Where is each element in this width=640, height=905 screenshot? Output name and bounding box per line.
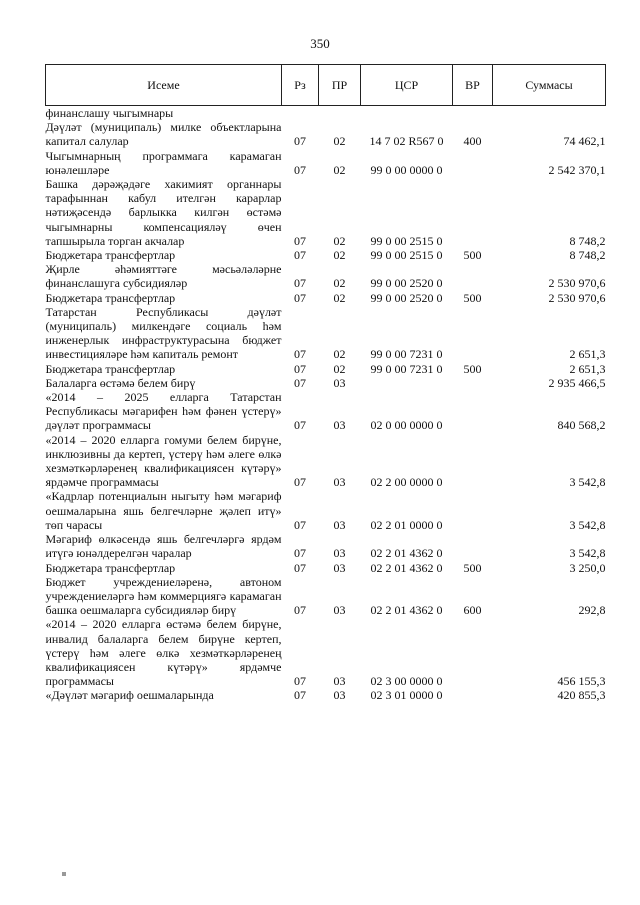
row-name: Башка дәрәҗәдәге хакимият органнары тарафыннан кабул ителгән карарлар нәтиҗәсендә барлыкка килгән өстәмә чыгымнарны компенсацияләү өчен тапшырыла торган акчалар bbox=[45, 177, 282, 248]
table-row bbox=[46, 291, 606, 305]
row-csr: 02 0 00 0000 0 bbox=[370, 418, 443, 433]
table-row bbox=[46, 617, 606, 688]
row-vr bbox=[453, 149, 493, 177]
row-rz: 07 bbox=[294, 233, 306, 248]
row-csr bbox=[361, 106, 453, 121]
row-name: «2014 – 2020 елларга гомуми белем бирүне, инклюзивны да кертеп, үстерү һәм әлеге өлкә хезмәткәрләренең квалификациясен күтәрү» ярдәмче программасы bbox=[45, 432, 282, 490]
row-name: Бюджетара трансфертлар bbox=[45, 248, 176, 263]
table-row bbox=[46, 688, 606, 702]
row-rz: 07 bbox=[294, 688, 306, 703]
row-name: финанслашу чыгымнары bbox=[45, 106, 174, 120]
row-name: Балаларга өстәмә белем бирү bbox=[45, 375, 196, 390]
row-vr bbox=[453, 617, 493, 688]
row-vr bbox=[453, 489, 493, 532]
row-sum: 2 651,3 bbox=[569, 347, 606, 362]
row-vr bbox=[453, 305, 493, 362]
row-csr: 02 2 01 4362 0 bbox=[370, 603, 443, 618]
table-row bbox=[46, 376, 606, 390]
row-rz: 07 bbox=[294, 290, 306, 305]
header-csr: ЦСР bbox=[361, 65, 453, 106]
row-sum: 840 568,2 bbox=[557, 418, 606, 433]
table-row bbox=[46, 248, 606, 262]
row-pr: 03 bbox=[333, 418, 346, 433]
row-rz: 07 bbox=[294, 134, 306, 149]
row-vr bbox=[453, 376, 493, 390]
row-sum: 2 530 970,6 bbox=[548, 290, 606, 305]
row-sum: 2 542 370,1 bbox=[548, 162, 606, 177]
header-pr: ПР bbox=[319, 65, 361, 106]
row-rz: 07 bbox=[294, 162, 306, 177]
row-sum: 74 462,1 bbox=[563, 134, 606, 149]
row-name: «Дәүләт мәгариф оешмаларында bbox=[45, 688, 214, 703]
row-vr: 500 bbox=[463, 290, 482, 305]
row-rz: 07 bbox=[294, 475, 306, 490]
table-row bbox=[46, 532, 606, 560]
table-row bbox=[46, 489, 606, 532]
row-pr: 03 bbox=[333, 603, 346, 618]
row-csr bbox=[361, 376, 453, 390]
row-csr: 99 0 00 2515 0 bbox=[370, 233, 443, 248]
row-rz: 07 bbox=[294, 546, 306, 561]
row-sum: 3 542,8 bbox=[569, 546, 606, 561]
row-pr: 02 bbox=[333, 248, 346, 263]
row-pr: 03 bbox=[333, 475, 346, 490]
row-csr: 99 0 00 0000 0 bbox=[370, 162, 443, 177]
row-pr: 03 bbox=[333, 546, 346, 561]
row-vr bbox=[453, 106, 493, 121]
table-header bbox=[46, 65, 606, 106]
row-sum bbox=[493, 106, 606, 121]
row-pr: 03 bbox=[333, 517, 346, 532]
row-vr: 500 bbox=[463, 560, 482, 575]
table-row bbox=[46, 575, 606, 618]
row-name: «Кадрлар потенциалын ныгыту һәм мәгариф оешмаларына яшь белгечләрне җәлеп итү» төп чарасы bbox=[45, 489, 282, 532]
row-name: Бюджетара трансфертлар bbox=[45, 560, 176, 575]
row-csr: 02 2 01 0000 0 bbox=[370, 517, 443, 532]
row-pr: 02 bbox=[333, 361, 346, 376]
row-rz: 07 bbox=[294, 276, 306, 291]
row-sum: 2 935 466,5 bbox=[548, 375, 606, 390]
row-sum: 8 748,2 bbox=[569, 248, 606, 263]
row-sum: 292,8 bbox=[578, 603, 606, 618]
row-csr: 02 2 00 0000 0 bbox=[370, 475, 443, 490]
row-vr bbox=[453, 532, 493, 560]
page-number: 350 bbox=[310, 36, 330, 51]
scan-speck bbox=[62, 872, 66, 876]
row-name: Бюджетара трансфертлар bbox=[45, 361, 176, 376]
row-name: Татарстан Республикасы дәүләт (муниципаль) милкендәге социаль һәм инженерлык инфраструктурасына бюджет инвестицияләре һәм капиталь ремонт bbox=[45, 304, 282, 362]
row-rz: 07 bbox=[294, 361, 306, 376]
table-row bbox=[46, 305, 606, 362]
row-csr: 99 0 00 2520 0 bbox=[370, 276, 443, 291]
row-sum: 3 250,0 bbox=[569, 560, 606, 575]
row-name: «2014 – 2020 елларга өстәмә белем бирүне, инвалид балаларга белем бирүне кертеп, үстерү һәм әлеге өлкә хезмәткәрләренең квалификациясен күтәрү» ярдәмче программасы bbox=[45, 617, 282, 689]
row-vr: 400 bbox=[463, 134, 482, 149]
table-row bbox=[46, 120, 606, 148]
row-rz bbox=[282, 106, 319, 121]
row-rz: 07 bbox=[294, 560, 306, 575]
row-sum: 456 155,3 bbox=[557, 674, 606, 689]
row-name: Бюджет учреждениеләренә, автоном учреждениеләргә һәм коммерциягә карамаган башка оешмаларга субсидияләр бирү bbox=[45, 574, 282, 618]
table-body bbox=[46, 106, 606, 703]
row-csr: 99 0 00 2520 0 bbox=[370, 290, 443, 305]
header-name: Исеме bbox=[46, 65, 282, 106]
row-rz: 07 bbox=[294, 674, 306, 689]
table-row bbox=[46, 362, 606, 376]
row-pr: 03 bbox=[333, 688, 346, 703]
row-name: Бюджетара трансфертлар bbox=[45, 290, 176, 305]
row-csr: 99 0 00 7231 0 bbox=[370, 347, 443, 362]
row-pr: 02 bbox=[333, 290, 346, 305]
row-rz: 07 bbox=[294, 418, 306, 433]
row-name: «2014 – 2025 елларга Татарстан Республикасы мәгарифен һәм фәнен үстерү» дәүләт программасы bbox=[45, 390, 282, 433]
row-name: Мәгариф өлкәсендә яшь белгечләргә ярдәм итүгә юнәлдерелгән чаралар bbox=[45, 532, 282, 561]
row-sum: 2 530 970,6 bbox=[548, 276, 606, 291]
row-sum: 3 542,8 bbox=[569, 475, 606, 490]
row-csr: 99 0 00 7231 0 bbox=[370, 361, 443, 376]
row-csr: 02 2 01 4362 0 bbox=[370, 560, 443, 575]
row-rz: 07 bbox=[294, 375, 306, 390]
row-pr: 03 bbox=[333, 674, 346, 689]
row-name: Чыгымнарның программага карамаган юнәлешләре bbox=[45, 148, 282, 177]
row-pr: 03 bbox=[333, 375, 346, 390]
row-pr: 02 bbox=[333, 162, 346, 177]
row-vr bbox=[453, 177, 493, 248]
table-row bbox=[46, 433, 606, 490]
table-row bbox=[46, 149, 606, 177]
row-pr: 02 bbox=[333, 233, 346, 248]
row-pr bbox=[319, 106, 361, 121]
row-vr bbox=[453, 433, 493, 490]
header-sum: Суммасы bbox=[493, 65, 606, 106]
header-vr: ВР bbox=[453, 65, 493, 106]
row-sum: 8 748,2 bbox=[569, 233, 606, 248]
row-pr: 02 bbox=[333, 276, 346, 291]
row-vr bbox=[453, 262, 493, 290]
row-rz: 07 bbox=[294, 347, 306, 362]
row-pr: 02 bbox=[333, 134, 346, 149]
table-row bbox=[46, 106, 606, 121]
row-rz: 07 bbox=[294, 248, 306, 263]
row-rz: 07 bbox=[294, 603, 306, 618]
row-vr bbox=[453, 390, 493, 433]
row-sum: 3 542,8 bbox=[569, 517, 606, 532]
budget-table bbox=[45, 64, 606, 703]
row-csr: 02 3 00 0000 0 bbox=[370, 674, 443, 689]
row-vr: 600 bbox=[463, 603, 482, 618]
row-pr: 02 bbox=[333, 347, 346, 362]
row-sum: 2 651,3 bbox=[569, 361, 606, 376]
row-rz: 07 bbox=[294, 517, 306, 532]
row-csr: 14 7 02 R567 0 bbox=[369, 134, 444, 149]
table-row bbox=[46, 262, 606, 290]
row-vr: 500 bbox=[463, 248, 482, 263]
row-pr: 03 bbox=[333, 560, 346, 575]
row-name: Дәүләт (муниципаль) милке объектларына капитал салулар bbox=[45, 120, 282, 149]
row-sum: 420 855,3 bbox=[557, 688, 606, 703]
table-row bbox=[46, 561, 606, 575]
row-csr: 02 2 01 4362 0 bbox=[370, 546, 443, 561]
row-vr: 500 bbox=[463, 361, 482, 376]
header-rz: Рз bbox=[282, 65, 319, 106]
row-csr: 02 3 01 0000 0 bbox=[370, 688, 443, 703]
row-vr bbox=[453, 688, 493, 702]
row-csr: 99 0 00 2515 0 bbox=[370, 248, 443, 263]
table-row bbox=[46, 177, 606, 248]
table-row bbox=[46, 390, 606, 433]
row-name: Җирле әһәмияттәге мәсьәләләрне финанслашуга субсидияләр bbox=[45, 262, 282, 291]
